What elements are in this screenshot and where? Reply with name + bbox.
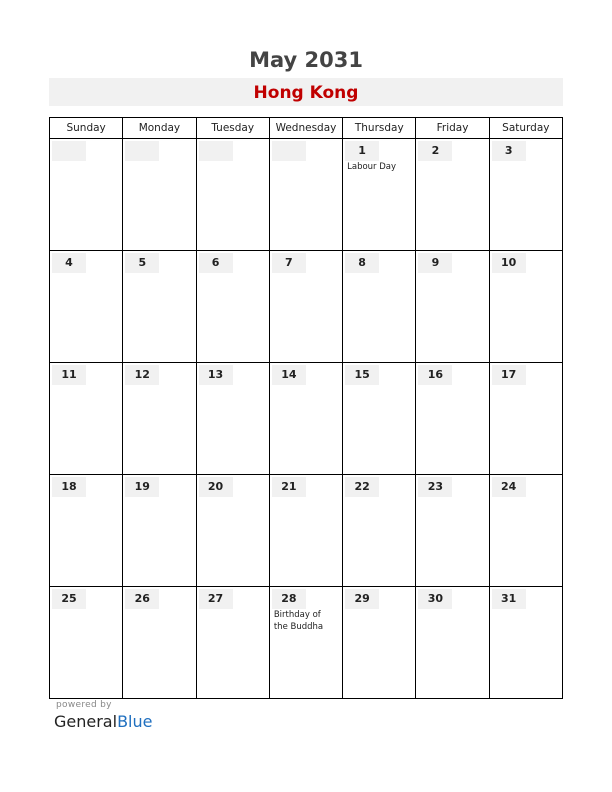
day-cell [123, 363, 196, 475]
weekday-monday: Monday [123, 118, 196, 139]
day-cell [489, 587, 562, 699]
country-banner [49, 78, 563, 106]
day-number: 24 [492, 477, 526, 497]
weekday-tuesday: Tuesday [196, 118, 269, 139]
day-number: 7 [272, 253, 306, 273]
day-number: 28 [272, 589, 306, 609]
week-row [50, 363, 563, 475]
day-cell [269, 363, 342, 475]
day-cell [489, 139, 562, 251]
day-number [199, 141, 233, 161]
day-cell [196, 139, 269, 251]
day-number: 14 [272, 365, 306, 385]
day-number: 25 [52, 589, 86, 609]
brand-name-general: General [54, 712, 118, 731]
day-number: 20 [199, 477, 233, 497]
day-number: 10 [492, 253, 526, 273]
day-cell [269, 475, 342, 587]
day-number: 30 [418, 589, 452, 609]
powered-by-text: powered by [56, 700, 112, 710]
day-cell [416, 587, 489, 699]
day-cell [123, 251, 196, 363]
weekday-saturday: Saturday [489, 118, 562, 139]
day-number: 13 [199, 365, 233, 385]
day-number: 8 [345, 253, 379, 273]
day-cell [123, 587, 196, 699]
day-number: 5 [125, 253, 159, 273]
day-number [272, 141, 306, 161]
day-cell [343, 251, 416, 363]
day-number: 26 [125, 589, 159, 609]
day-number [125, 141, 159, 161]
weekday-thursday: Thursday [343, 118, 416, 139]
day-cell [269, 251, 342, 363]
day-cell [489, 251, 562, 363]
day-cell [489, 475, 562, 587]
brand-logo[interactable] [54, 712, 152, 731]
day-cell [50, 363, 123, 475]
day-number: 27 [199, 589, 233, 609]
calendar-grid [49, 117, 563, 699]
day-cell [123, 475, 196, 587]
day-cell [196, 475, 269, 587]
weekday-header-row [50, 118, 563, 139]
weekday-wednesday: Wednesday [269, 118, 342, 139]
holiday-label: Labour Day [347, 162, 397, 172]
day-number: 12 [125, 365, 159, 385]
day-cell [416, 139, 489, 251]
day-cell [50, 475, 123, 587]
day-number: 4 [52, 253, 86, 273]
brand-name-blue: Blue [117, 712, 153, 731]
day-number: 3 [492, 141, 526, 161]
day-number: 16 [418, 365, 452, 385]
week-row [50, 587, 563, 699]
day-cell [123, 139, 196, 251]
week-row [50, 475, 563, 587]
day-number: 11 [52, 365, 86, 385]
day-cell [50, 587, 123, 699]
day-number: 15 [345, 365, 379, 385]
day-number: 19 [125, 477, 159, 497]
week-row [50, 139, 563, 251]
weekday-friday: Friday [416, 118, 489, 139]
day-cell [269, 139, 342, 251]
day-cell [416, 251, 489, 363]
day-cell [343, 139, 416, 251]
day-cell [196, 251, 269, 363]
day-cell [196, 363, 269, 475]
page-title: May 2031 [249, 48, 363, 72]
day-cell [489, 363, 562, 475]
day-number: 29 [345, 589, 379, 609]
day-number: 17 [492, 365, 526, 385]
day-number: 22 [345, 477, 379, 497]
day-cell [416, 363, 489, 475]
week-row [50, 251, 563, 363]
day-number: 23 [418, 477, 452, 497]
day-cell [343, 363, 416, 475]
day-cell [196, 587, 269, 699]
day-cell [343, 475, 416, 587]
day-cell [269, 587, 342, 699]
day-number: 6 [199, 253, 233, 273]
day-number: 2 [418, 141, 452, 161]
day-cell [50, 251, 123, 363]
day-number: 9 [418, 253, 452, 273]
day-number [52, 141, 86, 161]
day-cell [416, 475, 489, 587]
country-name: Hong Kong [253, 83, 359, 103]
day-cell [50, 139, 123, 251]
day-cell [343, 587, 416, 699]
day-number: 1 [345, 141, 379, 161]
day-number: 21 [272, 477, 306, 497]
weekday-sunday: Sunday [50, 118, 123, 139]
holiday-label: Birthday of the Buddha [273, 610, 324, 632]
day-number: 18 [52, 477, 86, 497]
day-number: 31 [492, 589, 526, 609]
